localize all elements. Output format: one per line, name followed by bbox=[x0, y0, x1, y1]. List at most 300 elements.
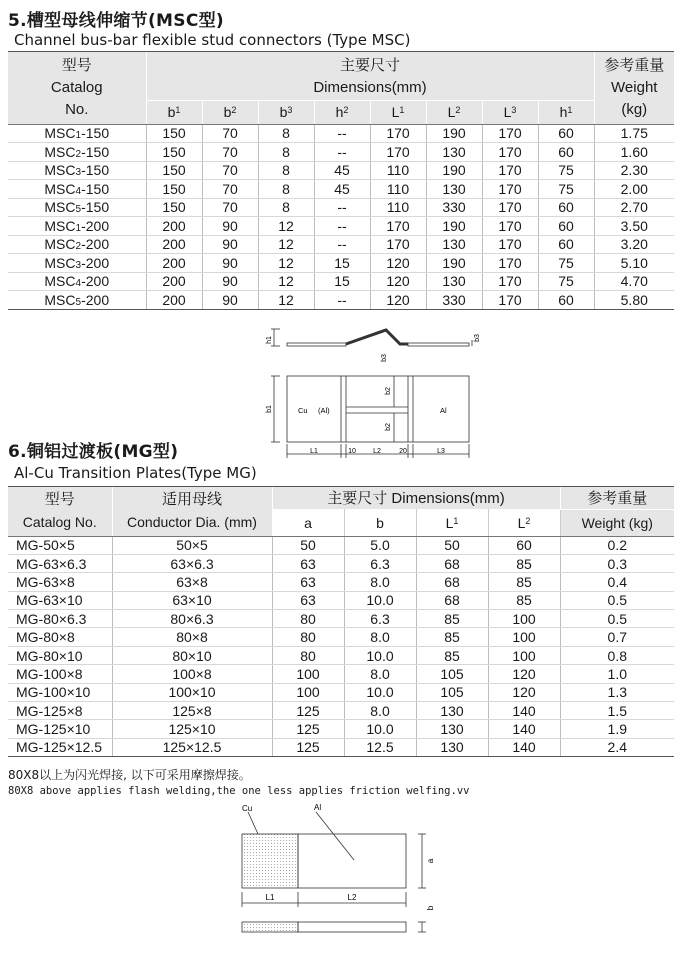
table-cell: 150 bbox=[146, 124, 202, 143]
table-row bbox=[8, 198, 674, 217]
msc-diagram bbox=[262, 324, 494, 464]
table-cell: 85 bbox=[416, 628, 488, 646]
table-cell: 100 bbox=[272, 683, 344, 701]
table-cell: 170 bbox=[482, 272, 538, 291]
mg-weight-header-zh: 参考重量 bbox=[560, 487, 674, 509]
mg-catalog-cell: MG-125×10 bbox=[8, 720, 112, 738]
table-cell: 0.7 bbox=[560, 628, 674, 646]
table-row bbox=[8, 720, 674, 738]
table-row bbox=[8, 143, 674, 162]
msc-col-header-letter: b bbox=[279, 104, 288, 120]
mg-diagram-al: Al bbox=[314, 803, 322, 812]
msc-col-header-letter: L bbox=[503, 104, 512, 120]
table-cell: 105 bbox=[416, 665, 488, 683]
msc-diagram-h1: h1 bbox=[266, 336, 273, 344]
catalog-index: 5 bbox=[75, 296, 82, 308]
table-cell: 120 bbox=[370, 272, 426, 291]
msc-side-view bbox=[271, 329, 472, 346]
msc-diagram-10: 10 bbox=[348, 448, 356, 455]
mg-diagram bbox=[234, 800, 454, 940]
table-row bbox=[8, 235, 674, 254]
msc-col-header-h1 bbox=[538, 100, 594, 124]
table-cell: 170 bbox=[370, 124, 426, 143]
table-cell: 150 bbox=[146, 198, 202, 217]
table-cell: 190 bbox=[426, 124, 482, 143]
table-cell: 8.0 bbox=[344, 573, 416, 591]
table-row bbox=[8, 702, 674, 720]
table-cell: -- bbox=[314, 235, 370, 254]
table-cell: 63 bbox=[272, 591, 344, 609]
catalog-prefix: MSC bbox=[44, 143, 76, 160]
table-cell: 140 bbox=[488, 720, 560, 738]
table-cell: 85 bbox=[416, 610, 488, 628]
table-row bbox=[8, 573, 674, 591]
mg-conductor-cell: 63×8 bbox=[112, 573, 272, 591]
table-cell: 63 bbox=[272, 554, 344, 572]
table-cell: 2.00 bbox=[594, 180, 674, 199]
table-cell: 170 bbox=[482, 291, 538, 310]
table-cell: 130 bbox=[426, 143, 482, 162]
msc-diagram-cu: Cu bbox=[298, 406, 308, 415]
table-cell: 10.0 bbox=[344, 720, 416, 738]
table-cell: 170 bbox=[482, 235, 538, 254]
msc-col-header-index: 1 bbox=[399, 105, 405, 115]
table-cell: 150 bbox=[146, 180, 202, 199]
mg-catalog-cell: MG-100×10 bbox=[8, 683, 112, 701]
table-cell: 120 bbox=[488, 683, 560, 701]
table-cell: 130 bbox=[426, 272, 482, 291]
table-cell: 45 bbox=[314, 180, 370, 199]
table-cell: 170 bbox=[482, 217, 538, 236]
table-cell: 70 bbox=[202, 161, 258, 180]
table-cell: 0.5 bbox=[560, 591, 674, 609]
table-row bbox=[8, 646, 674, 664]
msc-diagram-b1: b1 bbox=[266, 405, 273, 413]
table-cell: 90 bbox=[202, 254, 258, 273]
table-cell: 110 bbox=[370, 161, 426, 180]
mg-conductor-cell: 80×6.3 bbox=[112, 610, 272, 628]
mg-catalog-cell: MG-50×5 bbox=[8, 536, 112, 554]
msc-col-header-letter: b bbox=[223, 104, 232, 120]
table-cell: 100 bbox=[488, 646, 560, 664]
table-cell: 190 bbox=[426, 254, 482, 273]
mg-table bbox=[8, 487, 674, 757]
table-cell: 3.20 bbox=[594, 235, 674, 254]
mg-conductor-cell: 80×8 bbox=[112, 628, 272, 646]
catalog-suffix: -150 bbox=[81, 143, 110, 160]
mg-conductor-cell: 100×10 bbox=[112, 683, 272, 701]
catalog-prefix: MSC bbox=[44, 180, 76, 197]
table-cell: 75 bbox=[538, 161, 594, 180]
table-cell: 90 bbox=[202, 235, 258, 254]
table-cell: 50 bbox=[416, 536, 488, 554]
mg-diagram-l1: L1 bbox=[265, 893, 275, 902]
catalog-suffix: -200 bbox=[81, 217, 110, 234]
table-cell: 1.60 bbox=[594, 143, 674, 162]
table-cell: 125 bbox=[272, 720, 344, 738]
table-cell: 2.30 bbox=[594, 161, 674, 180]
table-cell: 100 bbox=[488, 628, 560, 646]
catalog-index: 1 bbox=[75, 222, 82, 234]
table-cell: 130 bbox=[416, 738, 488, 756]
table-cell: 60 bbox=[538, 217, 594, 236]
table-cell: 5.80 bbox=[594, 291, 674, 310]
catalog-index: 3 bbox=[75, 167, 82, 179]
msc-col-header-index: 2 bbox=[343, 105, 349, 115]
catalog-prefix: MSC bbox=[44, 273, 76, 290]
msc-weight-header-en: Weight bbox=[611, 78, 658, 96]
table-cell: 70 bbox=[202, 198, 258, 217]
table-cell: 200 bbox=[146, 272, 202, 291]
msc-col-header-letter: L bbox=[447, 104, 456, 120]
msc-col-header-b3 bbox=[258, 100, 314, 124]
table-cell: 200 bbox=[146, 217, 202, 236]
table-cell: 45 bbox=[314, 161, 370, 180]
table-cell: 90 bbox=[202, 291, 258, 310]
mg-catalog-cell: MG-63×10 bbox=[8, 591, 112, 609]
mg-catalog-header-en: Catalog No. bbox=[8, 509, 112, 536]
msc-title-en: Channel bus-bar flexible stud connectors (Type MSC) bbox=[14, 31, 411, 49]
mg-catalog-cell: MG-100×8 bbox=[8, 665, 112, 683]
msc-col-header-index: 2 bbox=[231, 105, 237, 115]
table-cell: 0.3 bbox=[560, 554, 674, 572]
mg-conductor-cell: 125×12.5 bbox=[112, 738, 272, 756]
msc-catalog-cell bbox=[8, 272, 146, 291]
mg-side-view bbox=[242, 922, 426, 932]
table-cell: 130 bbox=[416, 702, 488, 720]
table-row bbox=[8, 272, 674, 291]
table-cell: 12 bbox=[258, 217, 314, 236]
table-cell: 200 bbox=[146, 291, 202, 310]
catalog-index: 3 bbox=[75, 259, 82, 271]
table-cell: 140 bbox=[488, 702, 560, 720]
catalog-prefix: MSC bbox=[44, 217, 76, 234]
mg-col-header-index: 2 bbox=[525, 515, 531, 526]
msc-diagram-l1: L1 bbox=[310, 448, 318, 455]
mg-diagram-a: a bbox=[426, 858, 435, 864]
msc-catalog-header-no: No. bbox=[65, 100, 89, 118]
table-cell: 12 bbox=[258, 272, 314, 291]
table-cell: 200 bbox=[146, 235, 202, 254]
mg-col-header-a bbox=[272, 509, 344, 536]
table-cell: 190 bbox=[426, 217, 482, 236]
msc-diagram-h2-mark: b3 bbox=[381, 354, 388, 362]
mg-catalog-cell: MG-63×8 bbox=[8, 573, 112, 591]
table-row bbox=[8, 683, 674, 701]
catalog-suffix: -150 bbox=[81, 162, 110, 179]
catalog-suffix: -150 bbox=[81, 125, 110, 142]
msc-catalog-cell bbox=[8, 143, 146, 162]
catalog-prefix: MSC bbox=[44, 199, 76, 216]
table-row bbox=[8, 628, 674, 646]
table-cell: 200 bbox=[146, 254, 202, 273]
table-cell: -- bbox=[314, 124, 370, 143]
table-cell: 150 bbox=[146, 143, 202, 162]
table-row bbox=[8, 610, 674, 628]
table-cell: 75 bbox=[538, 272, 594, 291]
table-cell: 80 bbox=[272, 628, 344, 646]
mg-catalog-cell: MG-125×12.5 bbox=[8, 738, 112, 756]
catalog-suffix: -200 bbox=[81, 236, 110, 253]
table-cell: 10.0 bbox=[344, 591, 416, 609]
table-cell: 8 bbox=[258, 198, 314, 217]
msc-catalog-cell bbox=[8, 124, 146, 143]
msc-catalog-cell bbox=[8, 180, 146, 199]
table-cell: 70 bbox=[202, 124, 258, 143]
msc-col-header-letter: h bbox=[559, 104, 568, 120]
catalog-suffix: -150 bbox=[81, 199, 110, 216]
table-cell: 110 bbox=[370, 198, 426, 217]
table-cell: 120 bbox=[370, 254, 426, 273]
table-cell: 90 bbox=[202, 217, 258, 236]
catalog-prefix: MSC bbox=[44, 236, 76, 253]
msc-table bbox=[8, 52, 674, 310]
msc-diagram-b2-lower: b2 bbox=[385, 423, 392, 431]
mg-note-en: 80X8 above applies flash welding,the one less applies friction welfing.vv bbox=[8, 785, 470, 797]
table-cell: 170 bbox=[482, 161, 538, 180]
catalog-suffix: -200 bbox=[81, 273, 110, 290]
table-cell: -- bbox=[314, 291, 370, 310]
table-cell: 12 bbox=[258, 291, 314, 310]
table-cell: 12 bbox=[258, 235, 314, 254]
msc-catalog-cell bbox=[8, 291, 146, 310]
table-cell: 130 bbox=[426, 235, 482, 254]
msc-catalog-cell bbox=[8, 254, 146, 273]
table-cell: 10.0 bbox=[344, 646, 416, 664]
msc-col-header-L3 bbox=[482, 100, 538, 124]
msc-col-header-L2 bbox=[426, 100, 482, 124]
catalog-prefix: MSC bbox=[44, 291, 76, 308]
catalog-index: 4 bbox=[75, 185, 82, 197]
table-cell: 170 bbox=[482, 254, 538, 273]
mg-conductor-cell: 125×8 bbox=[112, 702, 272, 720]
msc-catalog-header-zh: 型号 bbox=[61, 56, 92, 74]
table-cell: 0.2 bbox=[560, 536, 674, 554]
mg-conductor-cell: 125×10 bbox=[112, 720, 272, 738]
table-cell: 8.0 bbox=[344, 628, 416, 646]
table-cell: 120 bbox=[488, 665, 560, 683]
msc-dims-header-zh: 主要尺寸 bbox=[146, 52, 594, 76]
table-cell: 8 bbox=[258, 180, 314, 199]
table-cell: 68 bbox=[416, 591, 488, 609]
msc-catalog-cell bbox=[8, 161, 146, 180]
table-cell: 1.3 bbox=[560, 683, 674, 701]
msc-catalog-cell bbox=[8, 235, 146, 254]
table-cell: 3.50 bbox=[594, 217, 674, 236]
msc-diagram-b2-upper: b2 bbox=[385, 387, 392, 395]
table-cell: 85 bbox=[488, 591, 560, 609]
table-cell: 12.5 bbox=[344, 738, 416, 756]
mg-conductor-cell: 80×10 bbox=[112, 646, 272, 664]
mg-col-header-L1 bbox=[416, 509, 488, 536]
mg-diagram-b: b bbox=[426, 905, 435, 911]
table-cell: 170 bbox=[482, 198, 538, 217]
table-cell: 12 bbox=[258, 254, 314, 273]
table-cell: 75 bbox=[538, 180, 594, 199]
table-cell: 150 bbox=[146, 161, 202, 180]
table-cell: 330 bbox=[426, 291, 482, 310]
msc-plan-view bbox=[271, 376, 469, 458]
table-cell: 8 bbox=[258, 161, 314, 180]
table-row bbox=[8, 254, 674, 273]
table-cell: 60 bbox=[538, 124, 594, 143]
table-cell: 2.4 bbox=[560, 738, 674, 756]
table-cell: 8.0 bbox=[344, 702, 416, 720]
table-cell: 70 bbox=[202, 143, 258, 162]
msc-col-header-letter: b bbox=[167, 104, 176, 120]
mg-col-header-index: 1 bbox=[453, 515, 459, 526]
table-cell: 70 bbox=[202, 180, 258, 199]
table-row bbox=[8, 161, 674, 180]
msc-catalog-cell bbox=[8, 217, 146, 236]
table-row bbox=[8, 554, 674, 572]
table-cell: -- bbox=[314, 217, 370, 236]
table-cell: 85 bbox=[488, 554, 560, 572]
table-cell: 170 bbox=[370, 235, 426, 254]
mg-diagram-l2: L2 bbox=[347, 893, 357, 902]
mg-conductor-cell: 50×5 bbox=[112, 536, 272, 554]
mg-diagram-cu: Cu bbox=[242, 804, 253, 813]
table-cell: 60 bbox=[488, 536, 560, 554]
mg-weight-header-en: Weight (kg) bbox=[560, 509, 674, 536]
mg-cond-header-zh: 适用母线 bbox=[112, 487, 272, 509]
mg-catalog-cell: MG-125×8 bbox=[8, 702, 112, 720]
table-cell: 68 bbox=[416, 573, 488, 591]
table-cell: 0.4 bbox=[560, 573, 674, 591]
table-cell: 120 bbox=[370, 291, 426, 310]
msc-catalog-cell bbox=[8, 198, 146, 217]
table-cell: 63 bbox=[272, 573, 344, 591]
mg-catalog-header-zh: 型号 bbox=[8, 487, 112, 509]
catalog-index: 2 bbox=[75, 148, 82, 160]
table-cell: -- bbox=[314, 198, 370, 217]
mg-dims-header: 主要尺寸 Dimensions(mm) bbox=[272, 487, 560, 509]
catalog-index: 1 bbox=[75, 130, 82, 142]
mg-col-header-letter: b bbox=[376, 514, 384, 531]
table-cell: 125 bbox=[272, 702, 344, 720]
table-cell: 90 bbox=[202, 272, 258, 291]
msc-weight-header-unit: (kg) bbox=[621, 100, 648, 118]
table-cell: 8 bbox=[258, 143, 314, 162]
table-row bbox=[8, 217, 674, 236]
table-cell: 80 bbox=[272, 610, 344, 628]
table-cell: 68 bbox=[416, 554, 488, 572]
table-cell: 8.0 bbox=[344, 665, 416, 683]
table-cell: 15 bbox=[314, 254, 370, 273]
table-cell: 5.0 bbox=[344, 536, 416, 554]
msc-diagram-l3: L3 bbox=[437, 448, 445, 455]
table-cell: 85 bbox=[416, 646, 488, 664]
msc-catalog-header-en: Catalog bbox=[50, 78, 103, 96]
msc-weight-header bbox=[594, 52, 674, 124]
msc-col-header-index: 3 bbox=[287, 105, 293, 115]
msc-col-header-h2 bbox=[314, 100, 370, 124]
table-cell: 15 bbox=[314, 272, 370, 291]
table-cell: 170 bbox=[482, 143, 538, 162]
msc-col-header-letter: L bbox=[391, 104, 400, 120]
mg-title-en: Al-Cu Transition Plates(Type MG) bbox=[14, 464, 257, 482]
msc-title-zh: 5.槽型母线伸缩节(MSC型) bbox=[8, 11, 224, 31]
table-cell: 170 bbox=[370, 217, 426, 236]
table-cell: 105 bbox=[416, 683, 488, 701]
table-cell: 110 bbox=[370, 180, 426, 199]
table-cell: 5.10 bbox=[594, 254, 674, 273]
table-row bbox=[8, 738, 674, 756]
table-cell: 60 bbox=[538, 198, 594, 217]
table-cell: 170 bbox=[482, 180, 538, 199]
table-cell: 6.3 bbox=[344, 610, 416, 628]
table-row bbox=[8, 180, 674, 199]
catalog-index: 2 bbox=[75, 241, 82, 253]
table-cell: 8 bbox=[258, 124, 314, 143]
mg-col-header-letter: L bbox=[517, 514, 526, 531]
mg-col-header-L2 bbox=[488, 509, 560, 536]
table-cell: 130 bbox=[426, 180, 482, 199]
table-cell: 1.5 bbox=[560, 702, 674, 720]
table-cell: 4.70 bbox=[594, 272, 674, 291]
catalog-index: 5 bbox=[75, 204, 82, 216]
table-cell: 100 bbox=[272, 665, 344, 683]
table-cell: 330 bbox=[426, 198, 482, 217]
table-cell: 0.8 bbox=[560, 646, 674, 664]
table-row bbox=[8, 536, 674, 554]
table-cell: 190 bbox=[426, 161, 482, 180]
msc-diagram-b3: b3 bbox=[474, 334, 481, 342]
table-cell: 1.0 bbox=[560, 665, 674, 683]
table-cell: 130 bbox=[416, 720, 488, 738]
catalog-prefix: MSC bbox=[44, 125, 76, 142]
table-cell: -- bbox=[314, 143, 370, 162]
msc-weight-header-zh: 参考重量 bbox=[604, 56, 665, 74]
table-row bbox=[8, 124, 674, 143]
table-cell: 1.9 bbox=[560, 720, 674, 738]
table-cell: 125 bbox=[272, 738, 344, 756]
table-cell: 10.0 bbox=[344, 683, 416, 701]
mg-catalog-cell: MG-80×6.3 bbox=[8, 610, 112, 628]
msc-col-header-b2 bbox=[202, 100, 258, 124]
catalog-prefix: MSC bbox=[44, 162, 76, 179]
mg-cond-header-en: Conductor Dia. (mm) bbox=[112, 509, 272, 536]
mg-title-zh: 6.铜铝过渡板(MG型) bbox=[8, 442, 179, 462]
msc-col-header-L1 bbox=[370, 100, 426, 124]
catalog-suffix: -150 bbox=[81, 180, 110, 197]
msc-col-header-letter: h bbox=[335, 104, 344, 120]
table-cell: 170 bbox=[370, 143, 426, 162]
msc-diagram-20: 20 bbox=[399, 448, 407, 455]
msc-col-header-index: 3 bbox=[511, 105, 517, 115]
table-cell: 0.5 bbox=[560, 610, 674, 628]
table-cell: 100 bbox=[488, 610, 560, 628]
table-cell: 60 bbox=[538, 143, 594, 162]
msc-diagram-l2: L2 bbox=[373, 448, 381, 455]
catalog-suffix: -200 bbox=[81, 254, 110, 271]
table-cell: 50 bbox=[272, 536, 344, 554]
msc-dims-header-en: Dimensions(mm) bbox=[146, 76, 594, 100]
msc-col-header-b1 bbox=[146, 100, 202, 124]
msc-col-header-index: 2 bbox=[455, 105, 461, 115]
table-cell: 60 bbox=[538, 291, 594, 310]
table-cell: 2.70 bbox=[594, 198, 674, 217]
mg-conductor-cell: 63×6.3 bbox=[112, 554, 272, 572]
mg-col-header-letter: a bbox=[304, 514, 312, 531]
mg-col-header-b bbox=[344, 509, 416, 536]
table-cell: 170 bbox=[482, 124, 538, 143]
table-cell: 85 bbox=[488, 573, 560, 591]
mg-col-header-letter: L bbox=[445, 514, 454, 531]
catalog-index: 4 bbox=[75, 278, 82, 290]
mg-catalog-cell: MG-80×10 bbox=[8, 646, 112, 664]
table-row bbox=[8, 291, 674, 310]
